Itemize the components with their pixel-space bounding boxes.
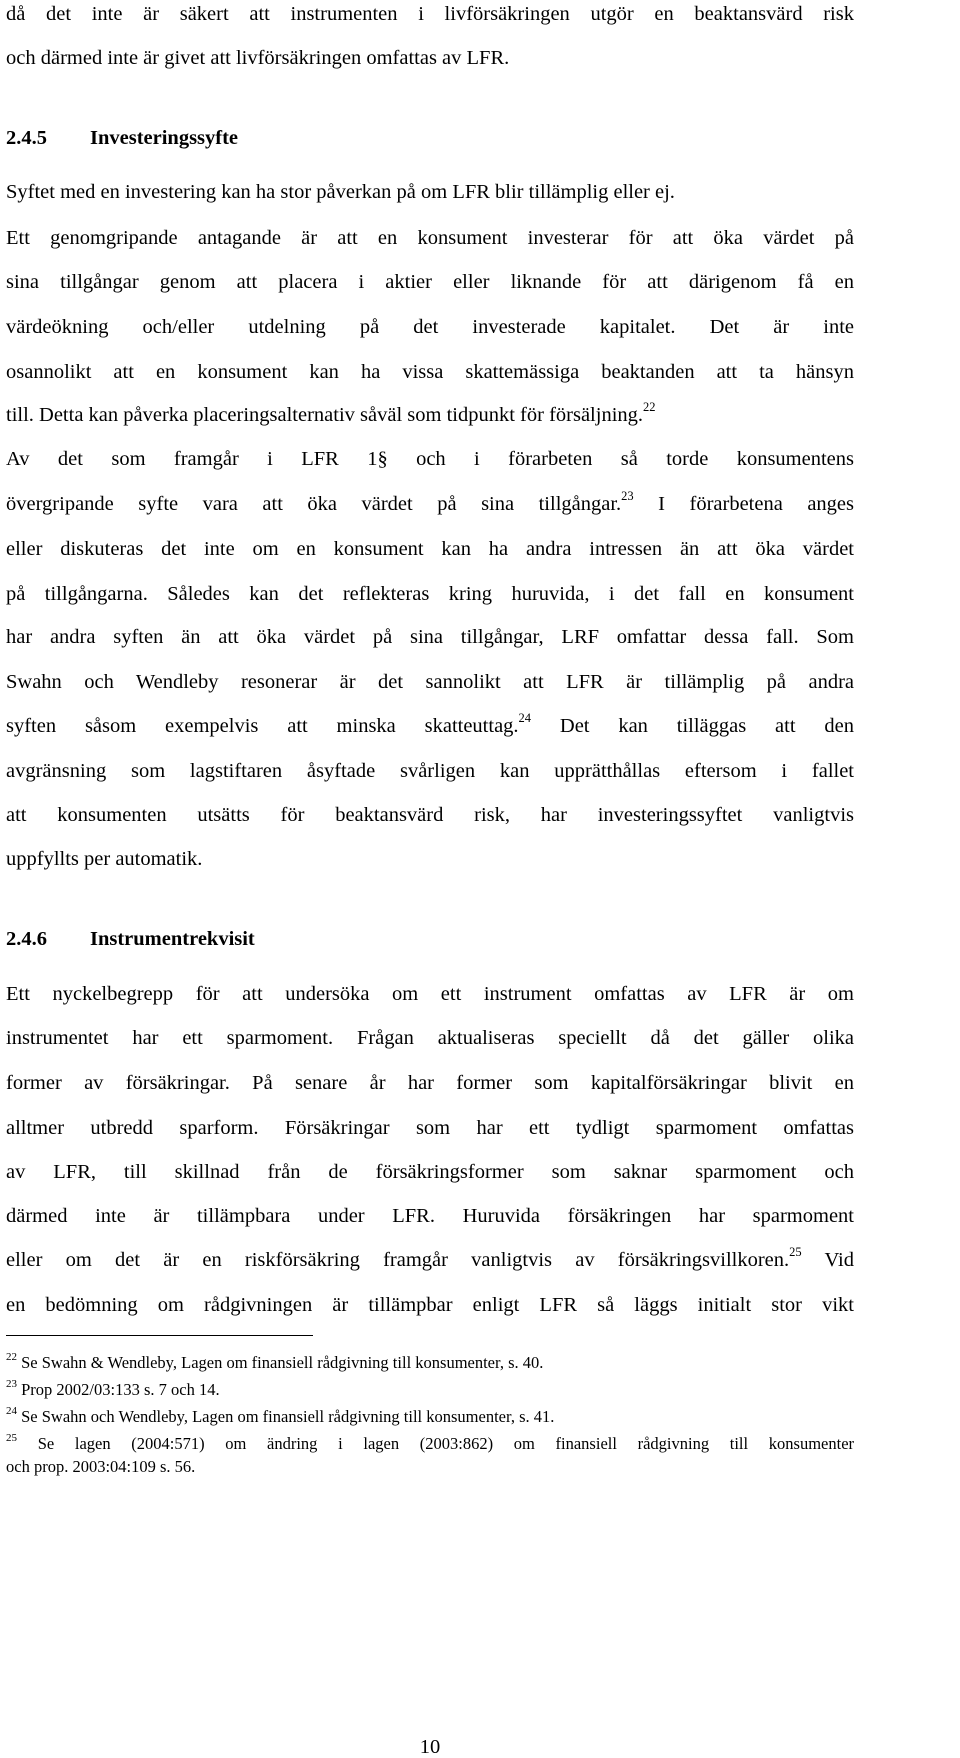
body-line: Ett nyckelbegrepp för att undersöka om ett instrument omfattas av LFR är om: [6, 983, 854, 1005]
footnote-continuation: och prop. 2003:04:109 s. 56.: [6, 1457, 196, 1476]
footnote: [6, 1379, 854, 1401]
section-heading: [6, 124, 238, 152]
footnote-text: Se Swahn och Wendleby, Lagen om finansiell rådgivning till konsumenter, s. 41.: [21, 1407, 555, 1426]
footnote-ref[interactable]: 22: [643, 400, 656, 414]
body-line: har andra syften än att öka värdet på sina tillgångar, LRF omfattar dessa fall. Som: [6, 626, 854, 648]
footnote-number: 22: [6, 1351, 17, 1363]
body-line: därmed inte är tillämpbara under LFR. Huruvida försäkringen har sparmoment: [6, 1205, 854, 1227]
section-number: 2.4.5: [6, 127, 47, 149]
body-line: på tillgångarna. Således kan det reflekteras kring huruvida, i det fall en konsument: [6, 583, 854, 605]
page-number: 10: [419, 1736, 441, 1758]
footnote-number: 23: [6, 1378, 17, 1390]
body-line: Ett genomgripande antagande är att en konsument investerar för att öka värdet på: [6, 227, 854, 249]
body-line: då det inte är säkert att instrumenten i livförsäkringen utgör en beaktansvärd risk: [6, 3, 854, 25]
section-title: Investeringssyfte: [90, 127, 239, 149]
body-line: avgränsning som lagstiftaren åsyftade svårligen kan upprätthållas eftersom i fallet: [6, 760, 854, 782]
section-title: Instrumentrekvisit: [90, 928, 255, 950]
body-line: osannolikt att en konsument kan ha vissa skattemässiga beaktanden att ta hänsyn: [6, 361, 854, 383]
body-line: sina tillgångar genom att placera i aktier eller liknande för att därigenom få en: [6, 271, 854, 293]
footnote-number: 24: [6, 1405, 17, 1417]
footnote: [6, 1406, 854, 1428]
footnote-ref[interactable]: 24: [518, 711, 532, 725]
footnote-ref[interactable]: 25: [789, 1245, 802, 1259]
body-line: uppfyllts per automatik.: [6, 848, 203, 870]
body-line: Syftet med en investering kan ha stor påverkan på om LFR blir tillämplig eller ej.: [6, 181, 675, 203]
body-line: av LFR, till skillnad från de försäkringsformer som saknar sparmoment och: [6, 1161, 854, 1183]
body-line: former av försäkringar. På senare år har former som kapitalförsäkringar blivit en: [6, 1072, 854, 1094]
body-line: Av det som framgår i LFR 1§ och i förarbeten så torde konsumentens: [6, 448, 854, 470]
footnote-text: Se lagen (2004:571) om ändring i lagen (2003:862) om finansiell rådgivning till konsumenter: [37, 1434, 855, 1453]
footnote-text: Prop 2002/03:133 s. 7 och 14.: [21, 1380, 220, 1399]
body-line: alltmer utbredd sparform. Försäkringar som har ett tydligt sparmoment omfattas: [6, 1117, 854, 1139]
body-line: till. Detta kan påverka placeringsalternativ såväl som tidpunkt för försäljning.$^{22}$: [6, 400, 656, 426]
section-heading: [6, 925, 255, 953]
body-line: att konsumenten utsätts för beaktansvärd risk, har investeringssyftet vanligtvis: [6, 804, 854, 826]
body-line: syften såsom exempelvis att minska skatteuttag.$^{24}$ Det kan tilläggas att den: [6, 711, 854, 737]
body-line: en bedömning om rådgivningen är tillämpbar enligt LFR så läggs initialt stor vikt: [6, 1294, 854, 1316]
body-line: och därmed inte är givet att livförsäkringen omfattas av LFR.: [6, 47, 510, 69]
footnote: [6, 1352, 854, 1374]
body-line: övergripande syfte vara att öka värdet på sina tillgångar.$^{23}$ I förarbetena anges: [6, 489, 854, 515]
body-line: värdeökning och/eller utdelning på det investerade kapitalet. Det är inte: [6, 316, 854, 338]
body-line: eller om det är en riskförsäkring framgår vanligtvis av försäkringsvillkoren.$^{25}$ Vid: [6, 1245, 854, 1271]
footnote-text: Se Swahn & Wendleby, Lagen om finansiell rådgivning till konsumenter, s. 40.: [21, 1353, 544, 1372]
body-line: eller diskuteras det inte om en konsument kan ha andra intressen än att öka värdet: [6, 538, 854, 560]
section-number: 2.4.6: [6, 928, 47, 950]
footnote-ref[interactable]: 23: [621, 489, 634, 503]
footnote-separator: [6, 1335, 313, 1336]
body-line: instrumentet har ett sparmoment. Frågan aktualiseras speciellt då det gäller olika: [6, 1027, 854, 1049]
footnote-number: 25: [6, 1432, 17, 1444]
body-line: Swahn och Wendleby resonerar är det sannolikt att LFR är tillämplig på andra: [6, 671, 854, 693]
footnote: [6, 1433, 854, 1455]
